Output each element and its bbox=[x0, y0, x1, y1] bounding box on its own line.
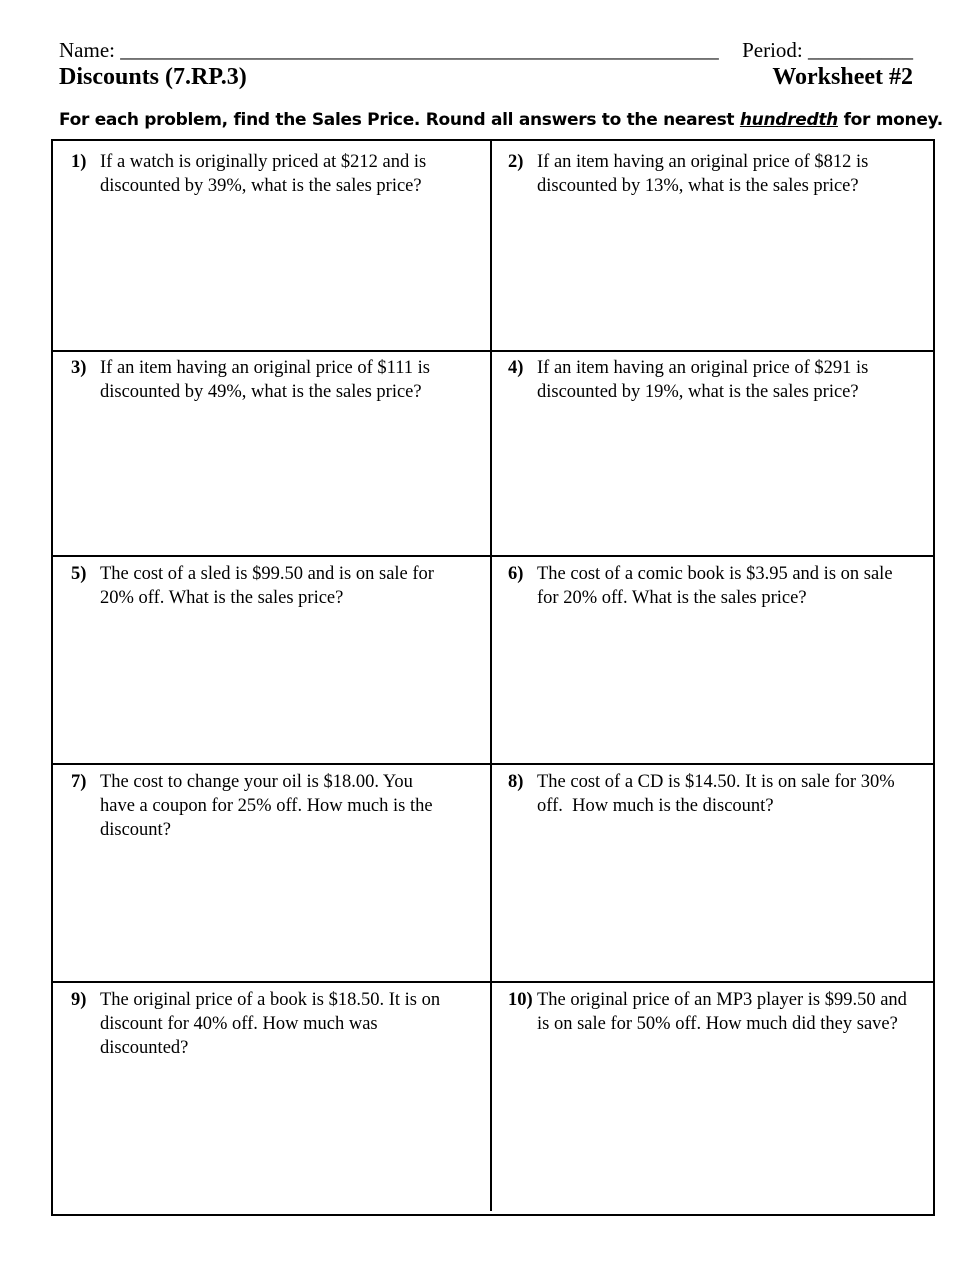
instructions-text: For each problem, find the Sales Price. Round all answers to the nearest bbox=[59, 110, 740, 130]
problem-text bbox=[537, 988, 907, 1036]
problem-text bbox=[100, 988, 440, 1060]
problem-number: 7) bbox=[71, 772, 87, 792]
problem-text bbox=[100, 770, 433, 842]
problem-text bbox=[100, 356, 430, 404]
grid-divider bbox=[53, 350, 933, 352]
problem-text bbox=[537, 562, 893, 610]
problem-text-line: discounted? bbox=[100, 1038, 189, 1058]
student-info-row bbox=[59, 38, 913, 63]
problem-text-line: If an item having an original price of $111 is bbox=[100, 358, 430, 378]
instructions-text-end: for money. bbox=[837, 110, 943, 130]
problem-text-line: discount? bbox=[100, 820, 171, 840]
problem-text bbox=[100, 562, 434, 610]
problem-text-line: The cost of a sled is $99.50 and is on sale for bbox=[100, 564, 434, 584]
problem-number: 6) bbox=[508, 564, 524, 584]
problem-text-line: off. How much is the discount? bbox=[537, 796, 774, 816]
problem-number: 8) bbox=[508, 772, 524, 792]
grid-divider bbox=[53, 763, 933, 765]
problem-text-line: The cost of a CD is $14.50. It is on sale for 30% bbox=[537, 772, 895, 792]
problem-text bbox=[537, 150, 868, 198]
problem-text-line: discounted by 39%, what is the sales price? bbox=[100, 176, 422, 196]
problem-text-line: The cost of a comic book is $3.95 and is on sale bbox=[537, 564, 893, 584]
problem-text-line: If a watch is originally priced at $212 and is bbox=[100, 152, 427, 172]
problem-text bbox=[537, 770, 895, 818]
problem-text-line: have a coupon for 25% off. How much is the bbox=[100, 796, 433, 816]
period-field[interactable]: Period: __________ bbox=[742, 38, 913, 62]
name-field[interactable]: Name: _________________________________________________________ bbox=[59, 38, 719, 62]
problem-text bbox=[537, 356, 868, 404]
grid-divider bbox=[53, 555, 933, 557]
grid-divider bbox=[53, 981, 933, 983]
problem-text-line: If an item having an original price of $812 is bbox=[537, 152, 869, 172]
problem-text-line: 20% off. What is the sales price? bbox=[100, 588, 344, 608]
problem-text-line: discounted by 49%, what is the sales price? bbox=[100, 382, 422, 402]
problem-text-line: discounted by 13%, what is the sales price? bbox=[537, 176, 859, 196]
title-row bbox=[59, 64, 913, 91]
problem-text-line: The original price of a book is $18.50. It is on bbox=[100, 990, 441, 1010]
problem-text-line: The original price of an MP3 player is $99.50 and bbox=[537, 990, 907, 1010]
problem-text-line: for 20% off. What is the sales price? bbox=[537, 588, 807, 608]
worksheet-title: Discounts (7.RP.3) bbox=[59, 64, 247, 90]
problem-number: 3) bbox=[71, 358, 87, 378]
problem-number: 1) bbox=[71, 152, 87, 172]
problem-number: 10) bbox=[508, 990, 533, 1010]
instructions bbox=[59, 110, 943, 130]
instructions-emphasis: hundredth bbox=[739, 110, 838, 130]
worksheet-number: Worksheet #2 bbox=[772, 64, 913, 90]
problem-number: 9) bbox=[71, 990, 87, 1010]
problem-text-line: discounted by 19%, what is the sales price? bbox=[537, 382, 859, 402]
problem-text-line: The cost to change your oil is $18.00. You bbox=[100, 772, 413, 792]
problem-number: 2) bbox=[508, 152, 524, 172]
problem-text-line: is on sale for 50% off. How much did they save? bbox=[537, 1014, 898, 1034]
problem-text bbox=[100, 150, 426, 198]
problem-number: 5) bbox=[71, 564, 87, 584]
problem-grid bbox=[51, 139, 935, 1216]
problem-number: 4) bbox=[508, 358, 524, 378]
problem-text-line: If an item having an original price of $291 is bbox=[537, 358, 869, 378]
grid-center-divider bbox=[490, 141, 492, 1211]
problem-text-line: discount for 40% off. How much was bbox=[100, 1014, 378, 1034]
